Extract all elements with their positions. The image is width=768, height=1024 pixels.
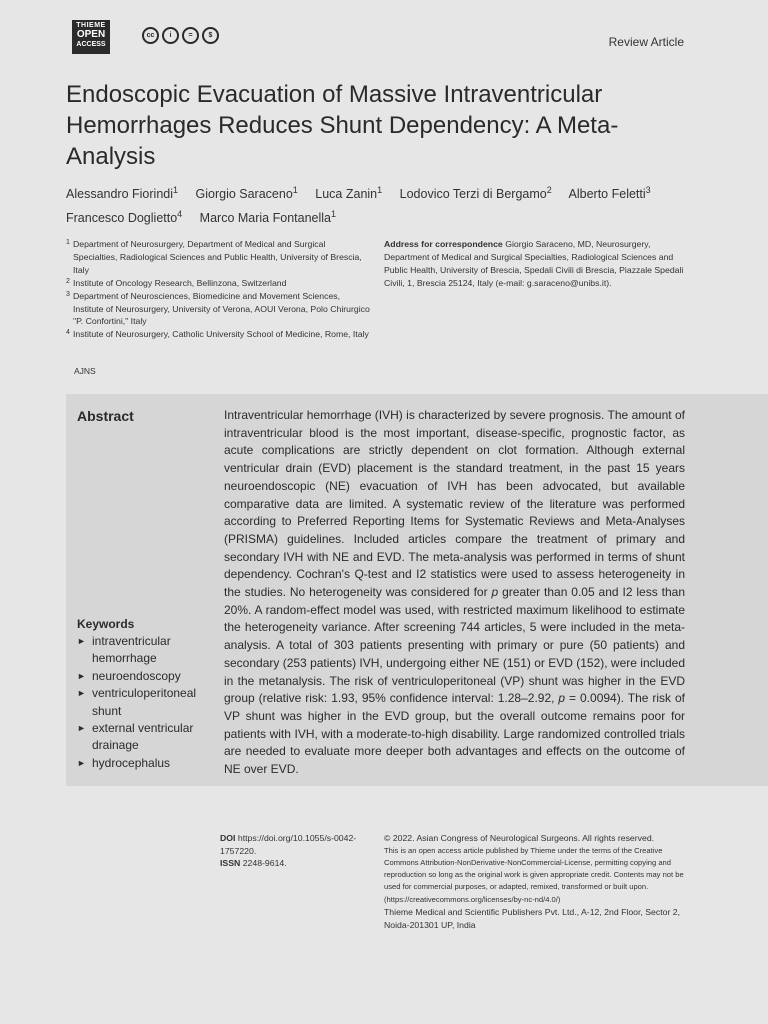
license-text: This is an open access article published by Thieme under the terms of the Creative Commons Attribution-NonDerivative-NonCommercial-License, permitting copying and reproduction so long as the original work is given appropriate credit. Contents may not be used for commercial purposes, or adapted, remixed, transformed or built upon. (https://creativecommons.org/licenses/by-nc-nd/4.0/) — [384, 845, 684, 904]
affiliation: 2 Institute of Oncology Research, Bellinzona, Switzerland — [66, 277, 287, 288]
article-type: Review Article — [608, 35, 684, 49]
doi-block: DOI https://doi.org/10.1055/s-0042-1757220. ISSN 2248-9614. — [220, 833, 357, 869]
doi-link[interactable]: https://doi.org/10.1055/s-0042-1757220. — [220, 833, 357, 856]
author: Francesco Doglietto$^4$ — [66, 209, 183, 226]
abstract-text: Intraventricular hemorrhage (IVH) is characterized by severe prognosis. The amount of intraventricular blood is the most important, disease-specific, prognostic factor, as acute complications are strictly dependent on clot formation. Although external ventricular drain (EVD) placement is the standard treatment, in the past 15 years neuroendoscopic (NE) evacuation of IVH has been advocated, but available comparative data are limited. A systematic review of the literature was performed according to Preferred Reporting Items for Systematic Reviews and Meta-Analyses (PRISMA) guidelines. Included articles compare the treatment of primary and secondary IVH with NE and EVD. The meta-analysis was performed in terms of shunt dependency. Cochran's Q-test and I2 statistics were used to assess heterogeneity in the studies. No heterogeneity was considered for p greater than 0.05 and I2 less than 20%. A random-effect model was used, with restricted maximum likelihood to estimate the heterogeneity variance. After screening 744 articles, 5 were included in the meta-analysis. A total of 303 patients presenting with primary or pure (50 patients) and secondary (253 patients) IVH, undergoing either NE (151) or EVD (152), were included in the metanalysis. The risk of ventriculoperitoneal (VP) shunt was higher in the EVD group (relative risk: 1.93, 95% confidence interval: 1.28–2.92, p = 0.0094). The risk of VP shunt was higher in the EVD group, but the overall outcome remains poor for patients with IVH, with a moderate-to-high disability. Large randomized controlled trials are needed to evaluate more deeper both advantages and effects on the outcome of NE over EVD. — [224, 408, 686, 777]
keywords-list — [77, 633, 217, 772]
keyword-item: ► hydrocephalus — [77, 755, 217, 772]
author: Alberto Feletti$^3$ — [568, 185, 651, 202]
affiliations — [66, 238, 371, 341]
affiliation: 3 Department of Neurosciences, Biomedicine and Movement Sciences, Institute of Neurosurgery, University of Verona, AOUI Verona, Polo Chirurgico "P. Confortini," Italy — [66, 290, 370, 327]
author: Alessandro Fiorindi$^1$ — [66, 185, 179, 202]
correspondence: Address for correspondence Giorgio Saraceno, MD, Neurosurgery, Department of Medical and Surgical Specialties, Radiological Sciences and Public Health, University of Brescia, Spedali Civili di Brescia, Piazzale Spedali Civili, 1, Brescia 25124, Italy (e-mail: g.saraceno@unibs.it). — [384, 239, 684, 288]
author: Marco Maria Fontanella$^1$ — [199, 209, 336, 226]
author: Lodovico Terzi di Bergamo$^2$ — [399, 185, 552, 202]
publisher-address: Thieme Medical and Scientific Publishers Pvt. Ltd., A-12, 2nd Floor, Sector 2, Noida-201301 UP, India — [384, 907, 681, 930]
keyword-item: ► neuroendoscopy — [77, 668, 217, 685]
abstract-title: Abstract — [77, 408, 134, 424]
author-list — [66, 180, 706, 228]
affiliation: 1 Department of Neurosurgery, Department of Medical and Surgical Specialties, Radiological Sciences and Public Health, University of Brescia, Italy — [66, 239, 362, 275]
triangle-bullet-icon: ► — [77, 670, 86, 681]
article-title: Endoscopic Evacuation of Massive Intraventricular Hemorrhages Reduces Shunt Dependency: A Meta-Analysis — [66, 81, 619, 170]
affiliation: 4 Institute of Neurosurgery, Catholic University School of Medicine, Rome, Italy — [66, 329, 369, 340]
copyright-block — [384, 832, 689, 931]
by-icon: i — [162, 27, 179, 44]
author: Luca Zanin$^1$ — [315, 185, 383, 202]
nd-icon: = — [182, 27, 199, 44]
journal-abbrev: AJNS — [74, 366, 96, 376]
triangle-bullet-icon: ► — [77, 757, 86, 768]
author: Giorgio Saraceno$^1$ — [195, 185, 298, 202]
triangle-bullet-icon: ► — [77, 723, 86, 734]
copyright-line: © 2022. Asian Congress of Neurological Surgeons. All rights reserved. — [384, 833, 655, 843]
nc-icon: $ — [202, 27, 219, 44]
keyword-item: ► intraventricular hemorrhage — [77, 633, 217, 668]
license-icons — [142, 27, 219, 44]
keyword-item: ► external ventricular drainage — [77, 720, 217, 755]
keywords-title: Keywords — [77, 617, 135, 631]
triangle-bullet-icon: ► — [77, 636, 86, 646]
keyword-item: ► ventriculoperitoneal shunt — [77, 685, 217, 720]
triangle-bullet-icon: ► — [77, 688, 86, 699]
thieme-open-access-logo: THIEME OPEN ACCESS — [72, 20, 110, 54]
cc-icon: cc — [142, 27, 159, 44]
